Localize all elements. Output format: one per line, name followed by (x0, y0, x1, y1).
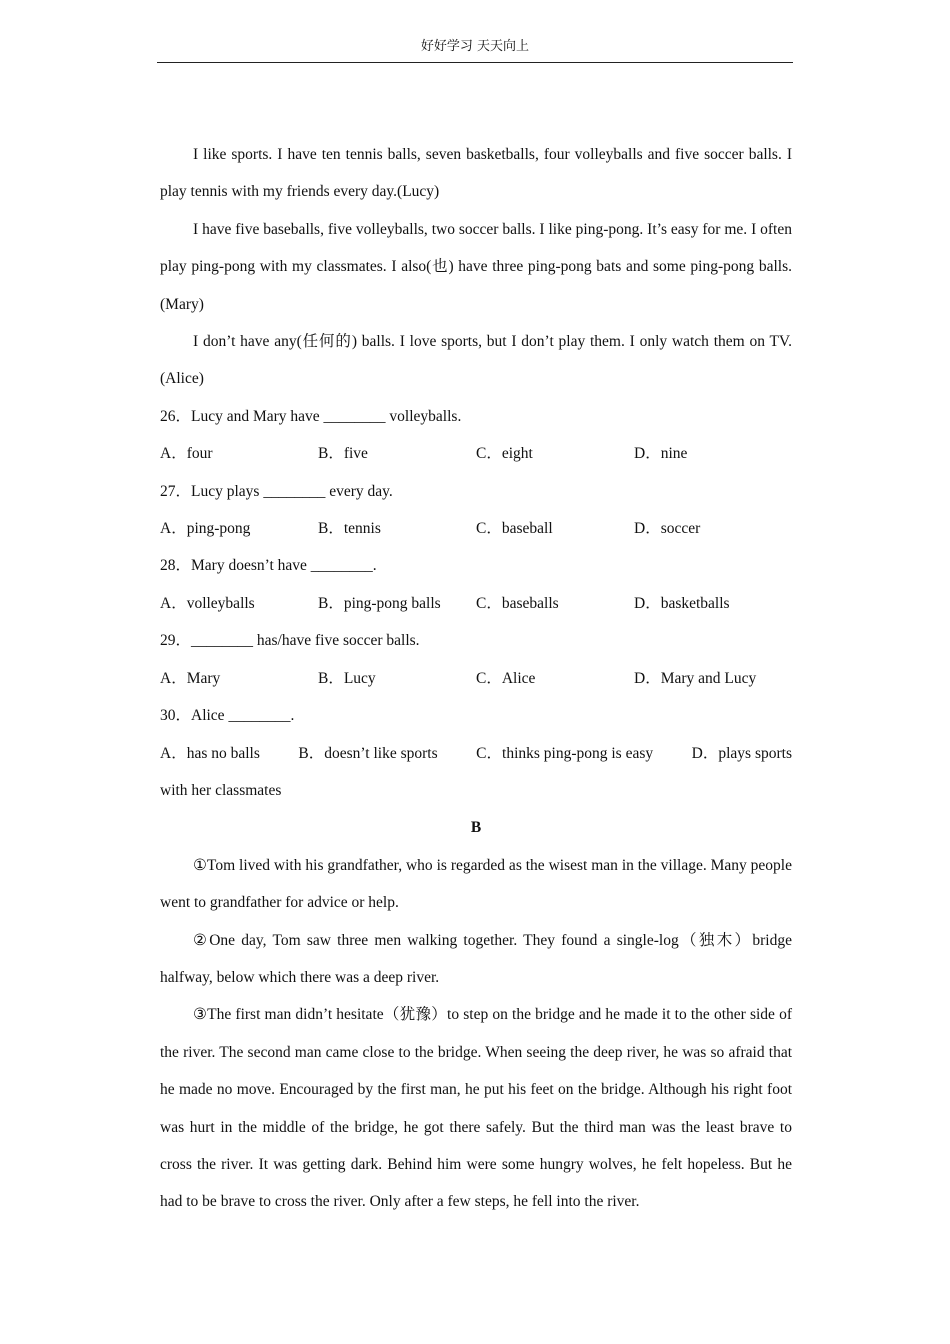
question-28-stem: 28．Mary doesn’t have ________. (160, 557, 377, 575)
passage-a-paragraph-3: I don’t have any(任何的) balls. I love sports, but I don’t play them. I only watch them on TV.(Alice) (160, 333, 792, 388)
question-26-option-d: D．nine (634, 445, 688, 463)
question-26-stem: 26．Lucy and Mary have ________ volleyballs. (160, 407, 462, 425)
question-29-option-b: B．Lucy (318, 669, 376, 687)
passage-a-paragraph-1: I like sports. I have ten tennis balls, seven basketballs, four volleyballs and five soccer balls. I play tennis with my friends every day.(Lucy) (160, 146, 792, 201)
section-b-paragraph-3: ③The first man didn’t hesitate（犹豫）to step on the bridge and he made it to the other side of the river. The second man came close to the bridge. When seeing the deep river, he was so afraid that he made no move. Encouraged by the first man, he put his feet on the bridge. Although his right foot was hurt in the middle of the bridge, he got there safely. But the third man was the least brave to cross the river. It was getting dark. Behind him were some hungry wolves, he felt hopeless. But he had to be brave to cross the river. Only after a few steps, he fell into the river. (160, 1006, 792, 1211)
question-29-options (160, 660, 792, 697)
question-28-option-b: B．ping-pong balls (318, 594, 441, 612)
question-30-continuation: with her classmates (160, 781, 282, 799)
question-26-options (160, 435, 792, 472)
question-29-option-d: D．Mary and Lucy (634, 669, 757, 687)
question-30-stem: 30．Alice ________. (160, 707, 295, 725)
question-30-option-b: B．doesn’t like sports (298, 744, 438, 762)
question-28-option-c: C．baseballs (476, 594, 559, 612)
question-27-option-c: C．baseball (476, 520, 553, 538)
question-27-option-a: A．ping-pong (160, 520, 251, 538)
page-header (157, 36, 793, 63)
question-28-option-d: D．basketballs (634, 594, 730, 612)
question-28-option-a: A．volleyballs (160, 594, 255, 612)
section-b-paragraph-1: ①Tom lived with his grandfather, who is regarded as the wisest man in the village. Many people went to grandfather for advice or help. (160, 856, 792, 912)
question-26-option-b: B．five (318, 445, 368, 463)
question-30-option-c: C．thinks ping-pong is easy (476, 744, 654, 762)
header-title: 好好学习 天天向上 (420, 39, 530, 54)
question-27-option-d: D．soccer (634, 520, 701, 538)
section-b-title: B (470, 819, 482, 837)
passage-a-paragraph-2: I have five baseballs, five volleyballs, two soccer balls. I like ping-pong. It’s easy for me. I often play ping-pong with my classmates. I also(也) have three ping-pong bats and some ping-pong balls.(Mary) (160, 220, 792, 313)
question-30-option-a: A．has no balls (160, 744, 260, 762)
question-28-options (160, 585, 792, 622)
question-27-options (160, 510, 792, 547)
question-27-stem: 27．Lucy plays ________ every day. (160, 482, 393, 500)
question-27-option-b: B．tennis (318, 520, 381, 538)
question-29-stem: 29．________ has/have five soccer balls. (160, 632, 420, 650)
question-30-option-d: D．plays sports (691, 744, 792, 762)
section-b-paragraph-2: ②One day, Tom saw three men walking together. They found a single-log（独木）bridge halfway, below which there was a deep river. (160, 931, 792, 986)
document-body (160, 136, 792, 1221)
question-29-option-a: A．Mary (160, 669, 221, 687)
question-29-option-c: C．Alice (476, 669, 536, 687)
question-26-option-a: A．four (160, 445, 213, 463)
question-30-options (160, 735, 792, 772)
question-26-option-c: C．eight (476, 445, 533, 463)
